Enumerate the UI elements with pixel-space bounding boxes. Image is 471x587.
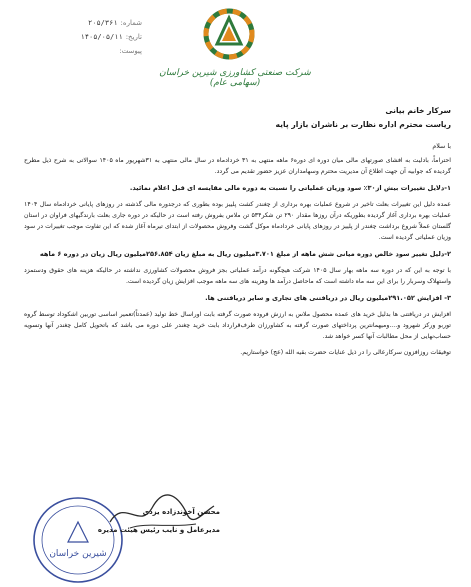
question-3-answer: افزایش در دریافتنی ها بدلیل خرید های عمده محصول ملاس به ارزش فروده صورت گرفته بابت اوراسال خط تولید (عمدتاً)تعمیر اساسی توربین اشکوداد توسط گروه توربو ورکز شهرود و....ومیهمانترین پرداختهای صورت گرفته به کشاورزان طرف‌قرارداد بابت خرید چغندر علی دوره می باشد که باتحویل کامل چغندر آنها وتسویه حساب‌نهایی از محل مطالبات آنها کسر خواهد شد.: [24, 311, 451, 340]
subject-line: ریاست محترم اداره نظارت بر ناشران بازار پایه: [275, 120, 451, 129]
date-row: [22, 30, 142, 44]
letter-body: [24, 106, 451, 363]
date-value: ۱۴۰۵/۰۵/۱۱: [80, 33, 123, 41]
signature-block: [60, 508, 220, 534]
intro-paragraph: احتراماً، بادلیت به افشای صورتهای مالی میان دوره ای دوره۶ ماهه منتهی به ۳۱ خردادماه در سال مالی منتهی به ۳۱شهریور ماه ۱۴۰۵ سوالاتی به شرح ذیل مطرح گردیده که جوابیه آن جهت اطلاع آن مدیریت محترم وسهامداران عزیز حضور تقدیم می گردد.: [24, 157, 452, 175]
attachment-label: پیوست:: [119, 47, 142, 55]
question-1-answer: عمده دلیل این تغییرات بعلت تاخیر در شروع عملیات بهره برداری از چغندر کشت پلییز بوده بطوری که درجدوره مالی گذشته در روزهای پایانی خردادماه سال ۱۴۰۴ عملیات بهره برداری آغاز گردیده بطوریکه درآن روزها مقدار ۲۹۰ تن شکر۵۳۴ تن ملاس بفروش رفته است در حالیکه در دوره جاری بعلت بارندگیهای فراوان در استان گلستان عملاً شروع برداشت چغندر از پلییز در روزهای پایانی خردادماه موکل گشت وفروش محصولات از ابتدای تیرماه آغاز شده که این تفاوت موجب تغییرات در سود وزیان عملیاتی گردیده است.: [24, 201, 451, 241]
number-row: [22, 16, 142, 30]
greeting: با سلام: [432, 143, 451, 150]
signer-title: مدیرعامل و نایب رئیس هیئت مدیره: [97, 526, 220, 534]
question-2-heading: ۲-دلیل تغییر سود خالص دوره میانی شش ماهه از مبلغ ۳.۷۰۱میلیون ریال به مبلغ زیان ۲۵۶.۸۵۴میلیون ریال زیان در دوره ۶ ماهه: [39, 250, 451, 258]
number-label: شماره:: [120, 19, 142, 27]
number-value: ۲۰۵/۳۶۱: [88, 19, 118, 27]
company-logo-icon: [203, 8, 255, 60]
letter-meta: [22, 16, 142, 58]
question-2-answer: با توجه به این که در دوره سه ماهه بهار سال ۱۴۰۵ شرکت هیچگونه درآمد عملیاتی بجز فروش محصولات کشاورزی نداشته در حالیکه هزینه های حقوق ودستمزد واستهلاک وسربار را برای این سه ماه داشته است که ماحاصل درآمد ها وهزینه های سه ماهه موجب افزایش زیان گردیده است.: [24, 267, 451, 285]
stamp-text: شیرین خراسان: [49, 549, 107, 559]
date-label: تاریخ:: [125, 33, 142, 41]
closing-line: توفیقات روزافزون سرکارعالی را در ذیل عنایات حضرت بقیه الله (عج) خواستاریم.: [240, 349, 451, 356]
company-name: شرکت صنعتی کشاورزی شیرین خراسان (سهامی عام): [159, 68, 311, 88]
question-3-heading: ۳- افزایش ۲۹۱.۰۵۲میلیون ریال در دریافتنی های تجاری و سایر دریافتنی ها.: [205, 294, 451, 302]
signer-name: محسن آخوندزاده یزدی: [142, 508, 220, 516]
attachment-row: [22, 44, 142, 58]
question-1-heading: ۱-دلایل تغییرات بیش از۳۰٪ سود وزیان عملیاتی را نسبت به دوره مالی مقایسه ای قبل اعلام نمائید.: [129, 184, 451, 192]
salutation: سرکار خانم بیانی: [385, 106, 451, 115]
